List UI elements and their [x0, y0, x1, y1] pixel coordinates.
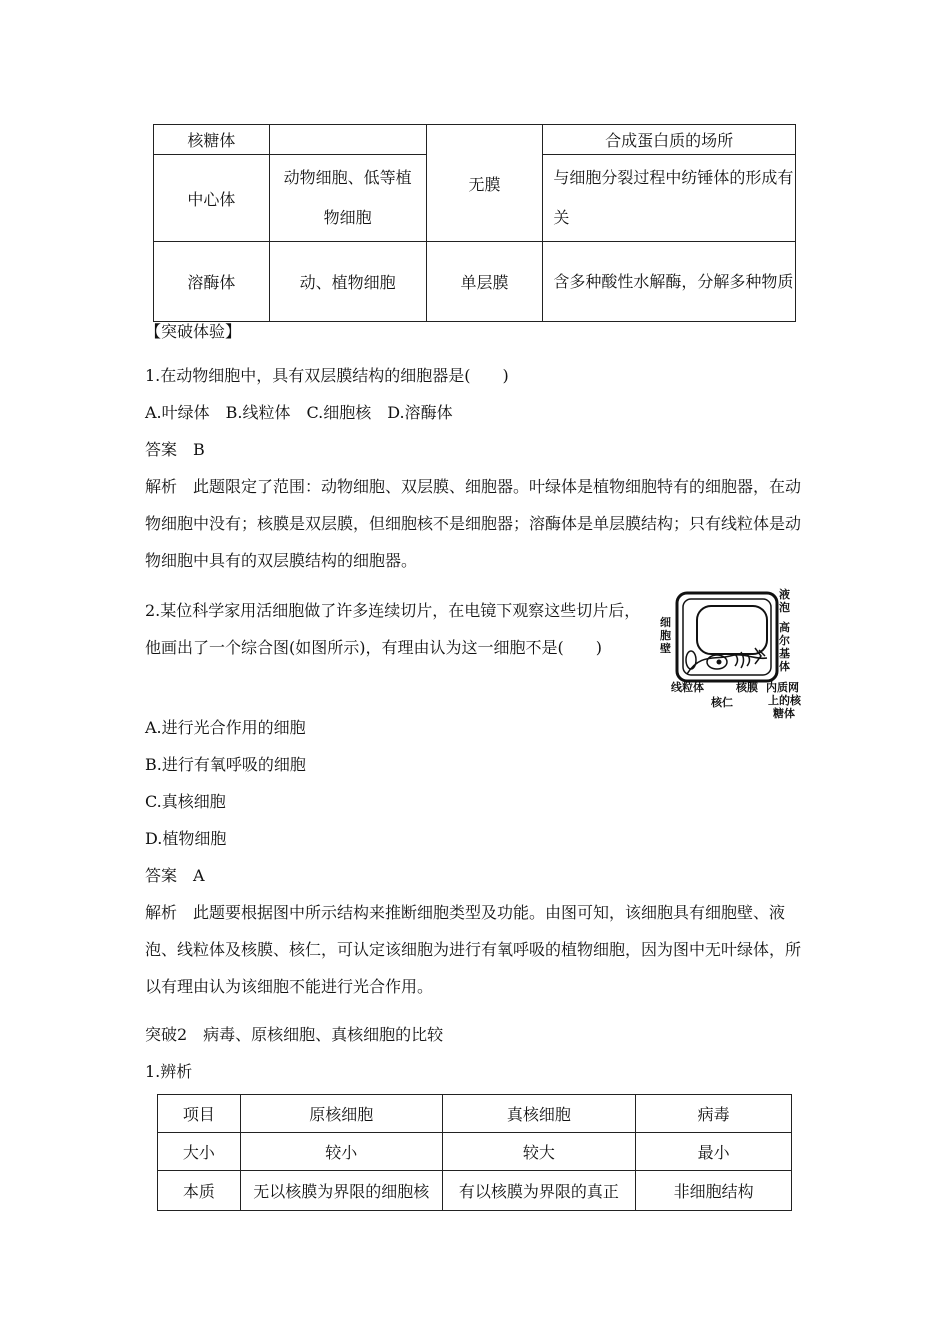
table-row — [158, 1171, 792, 1211]
organelle-name: 中心体 — [154, 155, 270, 242]
svg-text:胞: 胞 — [660, 629, 671, 642]
svg-text:液: 液 — [779, 588, 790, 601]
question-1-answer: 答案 B — [145, 440, 205, 459]
table-row — [154, 242, 796, 322]
question-1-options: A.叶绿体 B.线粒体 C.细胞核 D.溶酶体 — [145, 403, 453, 422]
organelle-table — [153, 124, 796, 322]
membrane-type: 无膜 — [426, 125, 543, 242]
cell-diagram — [655, 588, 815, 728]
cell-wall-label — [660, 615, 671, 655]
distribution — [269, 125, 426, 155]
svg-text:高: 高 — [779, 621, 790, 634]
nuclear-membrane-label: 核膜 — [736, 681, 758, 694]
column-header: 原核细胞 — [240, 1095, 442, 1133]
question-1-stem: 1.在动物细胞中，具有双层膜结构的细胞器是( ) — [145, 366, 509, 385]
golgi-label — [779, 620, 790, 673]
function: 含多种酸性水解酶，分解多种物质 — [543, 242, 796, 322]
section-heading: 【突破体验】 — [145, 322, 242, 341]
table-cell: 本质 — [158, 1171, 241, 1211]
svg-text:上的核: 上的核 — [768, 694, 801, 707]
column-header: 项目 — [158, 1095, 241, 1133]
table-cell: 非细胞结构 — [636, 1171, 792, 1211]
question-2-option-b: B.进行有氧呼吸的细胞 — [145, 755, 306, 774]
table-cell: 大小 — [158, 1133, 241, 1171]
question-2-analysis: 解析 此题要根据图中所示结构来推断细胞类型及功能。由图可知，该细胞具有细胞壁、液泡、线粒体及核膜、核仁，可认定该细胞为进行有氧呼吸的植物细胞，因为图中无叶绿体，所以有理由认为该细胞不能进行光合作用。 — [145, 903, 802, 996]
question-2-option-d: D.植物细胞 — [145, 829, 227, 848]
nucleolus-label: 核仁 — [711, 696, 733, 709]
comparison-table — [157, 1094, 792, 1211]
table-cell: 无以核膜为界限的细胞核 — [240, 1171, 442, 1211]
svg-text:基: 基 — [779, 647, 790, 660]
distribution: 动、植物细胞 — [269, 242, 426, 322]
table-cell: 较大 — [442, 1133, 636, 1171]
svg-text:内质网: 内质网 — [766, 681, 799, 694]
organelle-name: 核糖体 — [154, 125, 270, 155]
question-2-option-a: A.进行光合作用的细胞 — [145, 718, 306, 737]
table-cell: 较小 — [240, 1133, 442, 1171]
distribution: 动物细胞、低等植物细胞 — [269, 155, 426, 242]
question-2-option-c: C.真核细胞 — [145, 792, 226, 811]
column-header: 真核细胞 — [442, 1095, 636, 1133]
table-cell: 有以核膜为界限的真正 — [442, 1171, 636, 1211]
section-2-subheading: 1.辨析 — [145, 1062, 193, 1081]
table-cell: 最小 — [636, 1133, 792, 1171]
section-2-heading: 突破2 病毒、原核细胞、真核细胞的比较 — [145, 1025, 444, 1044]
svg-text:细: 细 — [660, 616, 671, 629]
svg-text:壁: 壁 — [660, 642, 671, 655]
svg-text:泡: 泡 — [779, 601, 790, 614]
table-row — [158, 1133, 792, 1171]
question-1-analysis: 解析 此题限定了范围：动物细胞、双层膜、细胞器。叶绿体是植物细胞特有的细胞器，在动物细胞中没有；核膜是双层膜，但细胞核不是细胞器；溶酶体是单层膜结构；只有线粒体是动物细胞中具有的双层膜结构的细胞器。 — [145, 477, 802, 570]
table-header-row — [158, 1095, 792, 1133]
membrane-type: 单层膜 — [426, 242, 543, 322]
svg-text:体: 体 — [779, 660, 790, 673]
vacuole-label — [778, 588, 790, 614]
question-2-answer: 答案 A — [145, 866, 205, 885]
function: 合成蛋白质的场所 — [543, 125, 796, 155]
er-ribosome-label — [766, 680, 802, 720]
table-row — [154, 125, 796, 155]
svg-text:尔: 尔 — [779, 634, 790, 647]
organelle-name: 溶酶体 — [154, 242, 270, 322]
svg-text:糖体: 糖体 — [773, 707, 795, 720]
mitochondria-label: 线粒体 — [671, 681, 704, 694]
column-header: 病毒 — [636, 1095, 792, 1133]
function: 与细胞分裂过程中纺锤体的形成有关 — [543, 155, 796, 242]
question-2-stem: 2.某位科学家用活细胞做了许多连续切片，在电镜下观察这些切片后，他画出了一个综合图(如图所示)，有理由认为这一细胞不是( ) — [145, 601, 641, 657]
